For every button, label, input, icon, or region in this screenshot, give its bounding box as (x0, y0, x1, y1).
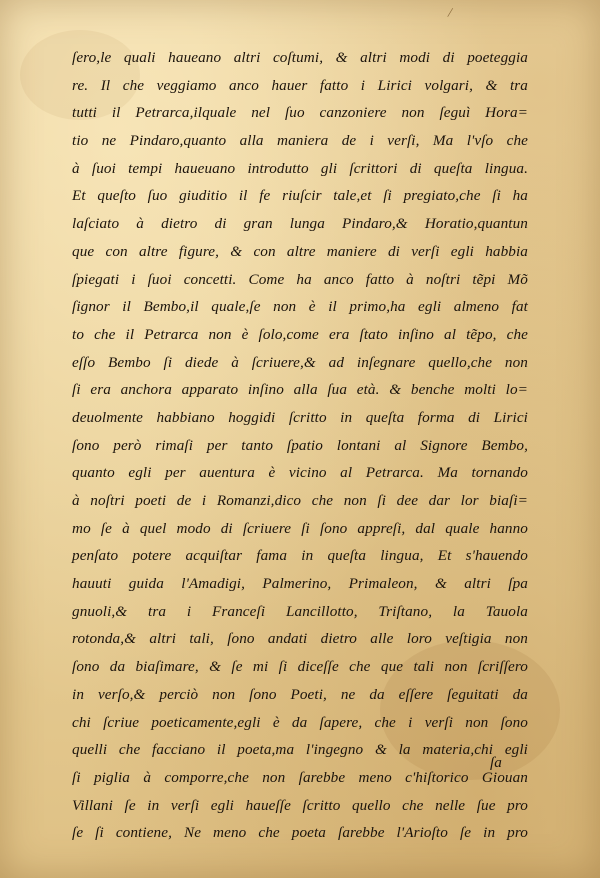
text-line: que con altre figure, & con altre maniere di verſi egli habbia (72, 242, 528, 260)
text-line: à ſuoi tempi haueuano introdutto gli ſcrittori di queſta lingua. (72, 159, 528, 177)
text-line: in verſo,& perciò non ſono Poeti, ne da eſſere ſeguitati da (72, 685, 528, 703)
text-line: Villani ſe in verſi egli haueſſe ſcritto quello che nelle ſue pro (72, 796, 528, 814)
text-line: to che il Petrarca non è ſolo,come era ſtato inſino al tẽpo, che (72, 325, 528, 343)
text-line: ſero,le quali haueano altri coſtumi, & altri modi di poeteggia (72, 49, 528, 66)
text-line: laſciato à dietro di gran lunga Pindaro,& Horatio,quantun (72, 215, 528, 233)
text-line: eſſo Bembo ſi diede à ſcriuere,& ad inſegnare quello,che non (72, 353, 528, 371)
text-line: quelli che facciano il poeta,ma l'ingegno & la materia,chi egli (72, 741, 528, 759)
text-line: tio ne Pindaro,quanto alla maniera de i verſi, Ma l'vſo che (72, 132, 528, 150)
text-line: gnuoli,& tra i Franceſi Lancillotto, Triſtano, la Tauola (72, 602, 528, 620)
text-line: ſono però rimaſi per tanto ſpatio lontani al Signore Bembo, (72, 436, 528, 454)
text-line: ſi piglia à comporre,che non ſarebbe meno c'hiſtorico Giouan (72, 768, 528, 786)
text-line: ſono da biaſimare, & ſe mi ſi diceſſe che que tali non ſcriſſero (72, 658, 528, 676)
text-line: ſi era anchora apparato inſino alla ſua età. & benche molti lo= (72, 381, 528, 399)
text-line: à noſtri poeti de i Romanzi,dico che non ſi dee dar lor biaſi= (72, 492, 528, 509)
text-line: tutti il Petrarca,ilquale nel ſuo canzoniere non ſeguì Hora= (72, 104, 528, 122)
text-line: hauuti guida l'Amadigi, Palmerino, Primaleon, & altri ſpa (72, 575, 528, 593)
text-line: chi ſcriue poeticamente,egli è da ſapere, che i verſi non ſono (72, 713, 528, 731)
corner-mark: / (446, 5, 454, 22)
text-block (72, 44, 528, 847)
text-line: rotonda,& altri tali, ſono andati dietro alle loro veſtigia non (72, 630, 528, 648)
text-line: quanto egli per auentura è vicino al Petrarca. Ma tornando (72, 464, 528, 482)
text-line: ſpiegati i ſuoi concetti. Come ha anco fatto à noſtri tẽpi Mõ (72, 270, 528, 288)
catchword: ſa (490, 754, 502, 771)
text-line: penſato potere acquiſtar fama in queſta lingua, Et s'hauendo (72, 547, 528, 565)
text-line: ſe ſi contiene, Ne meno che poeta ſarebbe l'Arioſto ſe in pro (72, 824, 528, 842)
text-line: mo ſe à quel modo di ſcriuere ſi ſono appreſi, dal quale hanno (72, 519, 528, 537)
text-line: Et queſto ſuo giuditio il fe riuſcir tale,et ſi pregiato,che ſi ha (72, 187, 528, 205)
text-line: deuolmente habbiano hoggidi ſcritto in queſta forma di Lirici (72, 408, 528, 426)
text-line: ſignor il Bembo,il quale,ſe non è il primo,ha egli almeno fat (72, 298, 528, 316)
text-line: re. Il che veggiamo anco hauer fatto i Lirici volgari, & tra (72, 76, 528, 94)
